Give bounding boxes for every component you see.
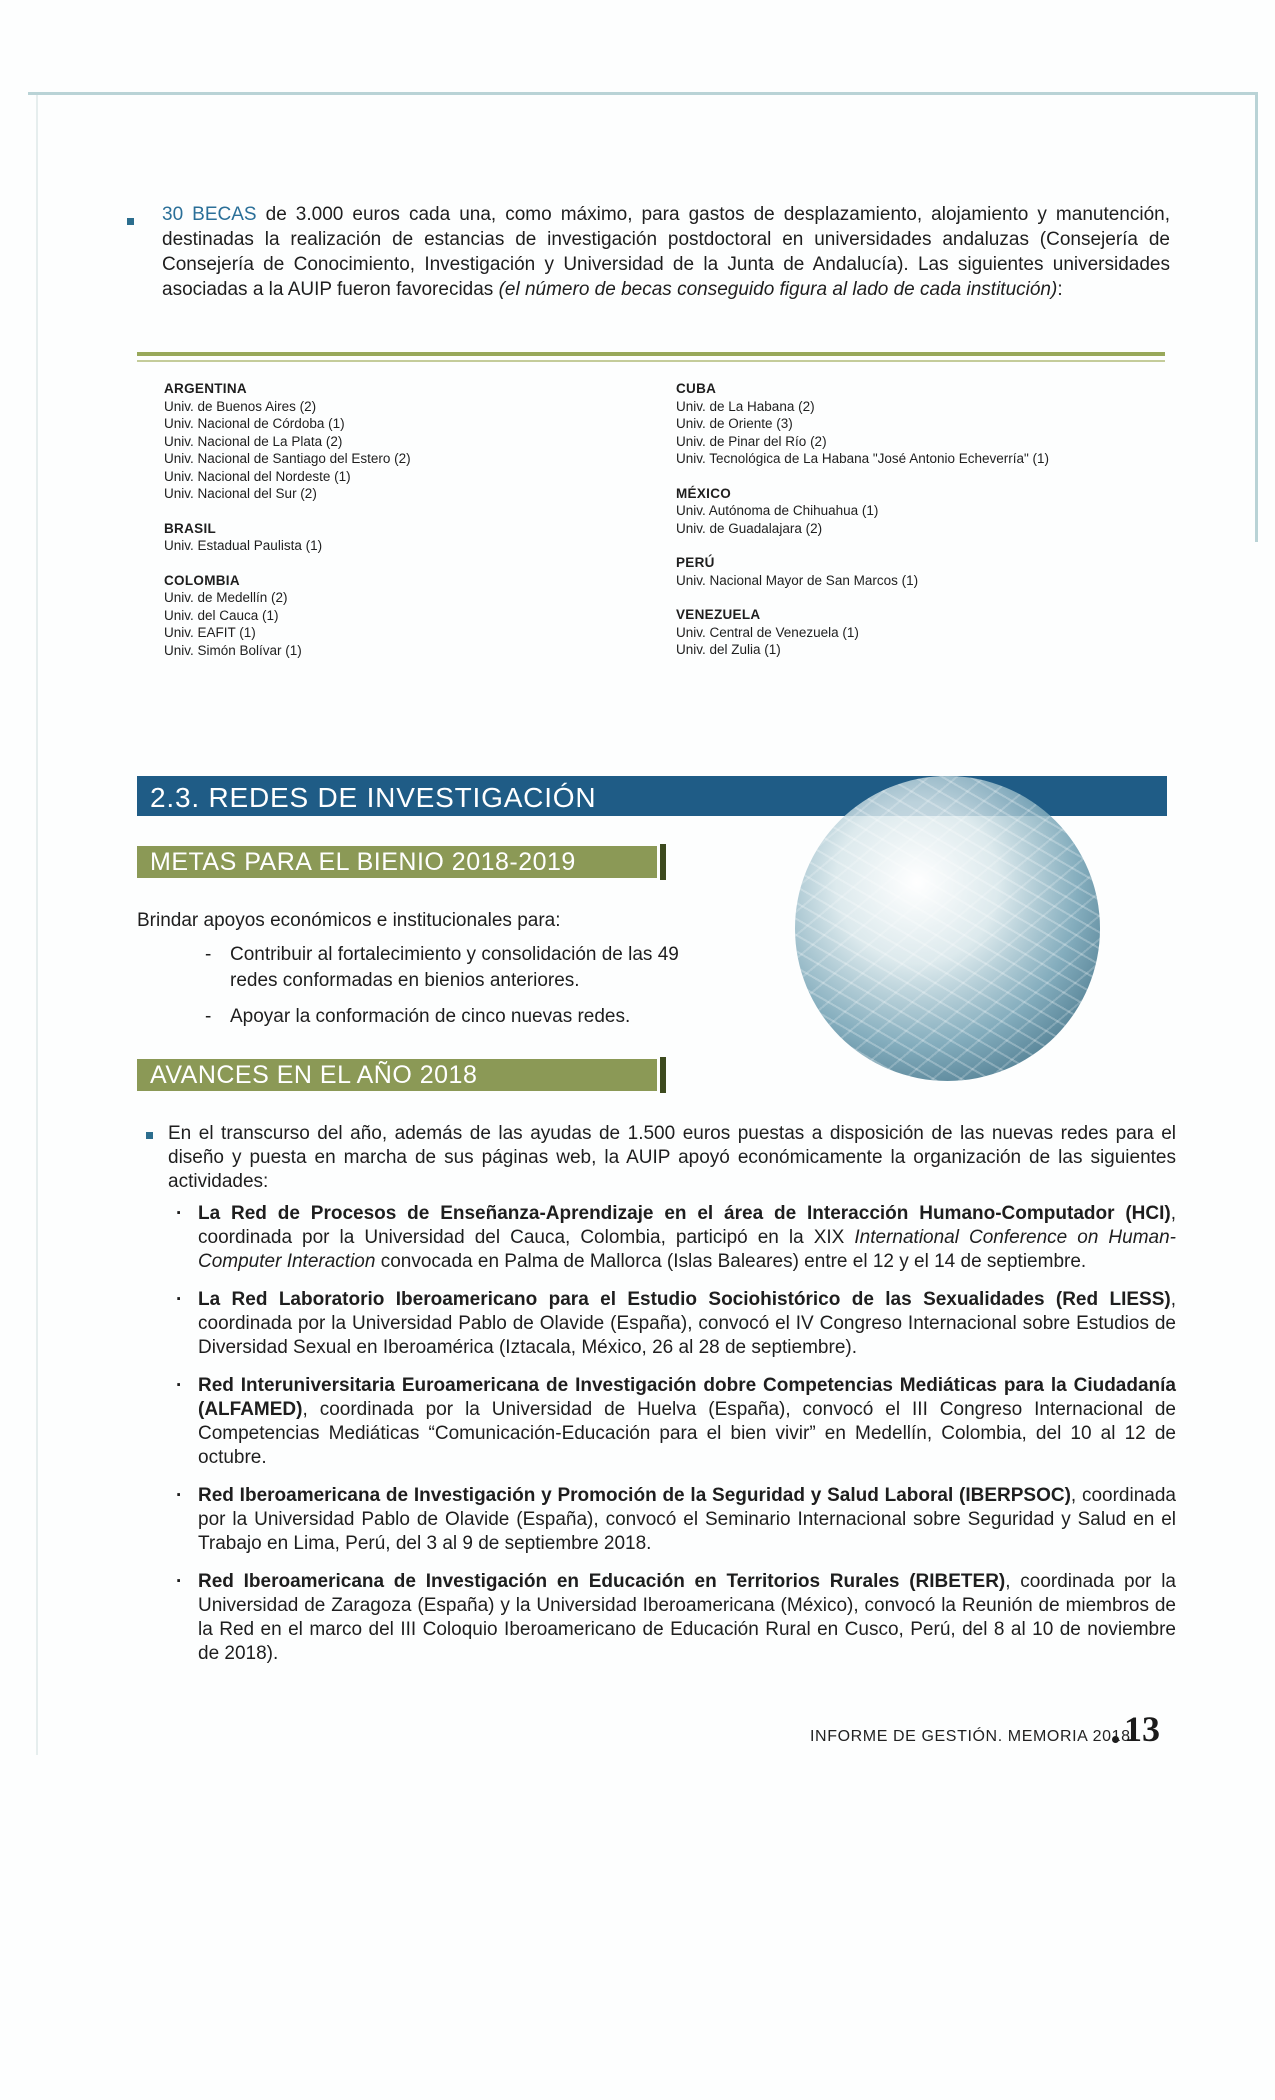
university-item: Univ. Simón Bolívar (1) — [164, 642, 302, 658]
bullet-square-icon — [146, 1132, 153, 1139]
bullet-dot-icon: · — [176, 1203, 183, 1224]
countries-column-right — [676, 380, 1196, 676]
avances-heading: AVANCES EN EL AÑO 2018 — [150, 1061, 478, 1089]
country-name: ARGENTINA — [164, 381, 247, 396]
bullet-square-icon — [127, 218, 134, 225]
country-name: COLOMBIA — [164, 572, 240, 588]
country-block — [676, 485, 1196, 538]
left-margin-line — [36, 95, 38, 1755]
activity-bold: Red Interuniversitaria Euroamericana de Investigación dobre Competencias Mediáticas para la Ciudadanía (ALFAMED) — [198, 1375, 1176, 1420]
country-name: PERÚ — [676, 555, 715, 570]
section-title: 2.3. REDES DE INVESTIGACIÓN — [150, 782, 597, 813]
country-name: MÉXICO — [676, 485, 732, 501]
university-item: Univ. Central de Venezuela (1) — [676, 624, 859, 640]
country-block — [164, 520, 644, 555]
country-block — [676, 380, 1196, 468]
university-item: Univ. Nacional Mayor de San Marcos (1) — [676, 572, 919, 588]
bullet-dot-icon: · — [176, 1485, 183, 1506]
bullet-dot-icon: · — [176, 1571, 183, 1592]
country-block — [164, 380, 644, 503]
becas-text: 30 BECAS de 3.000 euros cada una, como máximo, para gastos de desplazamiento, alojamiento y manutención, destinadas la realización de estancias de investigación postdoctoral en universidades andaluzas (Consejería de Consejería de Conocimiento, Investigación y Universidad de la Junta de Andalucía). Las siguientes universidades asociadas a la AUIP fueron favorecidas (el número de becas conseguido figura al lado de cada institución): — [162, 204, 1170, 300]
avances-content — [146, 1122, 1176, 1680]
activity-bold: La Red Laboratorio Iberoamericano para el Estudio Sociohistórico de las Sexualidades (Red LIESS) — [198, 1289, 1171, 1310]
avances-heading-marker — [660, 1057, 666, 1093]
university-item: Univ. Nacional de Santiago del Estero (2) — [164, 451, 411, 466]
university-item: Univ. Nacional del Nordeste (1) — [164, 468, 351, 484]
metas-intro: Brindar apoyos económicos e institucionales para: — [137, 910, 561, 931]
university-item: Univ. del Zulia (1) — [676, 642, 781, 657]
metas-content — [137, 908, 697, 1030]
university-item: Univ. de Medellín (2) — [164, 590, 288, 605]
country-name: CUBA — [676, 381, 717, 396]
activity-item — [146, 1288, 1176, 1360]
countries-column-left — [164, 380, 644, 676]
becas-note: (el número de becas conseguido figura al lado de cada institución) — [498, 279, 1058, 300]
university-item: Univ. Tecnológica de La Habana "José Antonio Echeverría" (1) — [676, 451, 1050, 466]
activity-bold: Red Iberoamericana de Investigación y Promoción de la Seguridad y Salud Laboral (IBERPSOC) — [198, 1485, 1071, 1506]
university-item: Univ. Nacional de Córdoba (1) — [164, 416, 345, 431]
activity-item — [146, 1484, 1176, 1556]
top-border-line — [28, 92, 1258, 95]
universities-list — [0, 380, 1275, 680]
activity-bold: La Red de Procesos de Enseñanza-Aprendizaje en el área de Interacción Humano-Computador (HCI) — [198, 1203, 1171, 1224]
activity-post: convocada en Palma de Mallorca (Islas Baleares) entre el 12 y el 14 de septiembre. — [375, 1251, 1087, 1272]
university-item: Univ. EAFIT (1) — [164, 625, 256, 640]
university-item: Univ. Nacional del Sur (2) — [164, 486, 317, 501]
country-block — [676, 606, 1196, 659]
globe-network-pattern — [795, 776, 1100, 1081]
avances-list — [146, 1202, 1176, 1666]
activity-pre: , coordinada por la Universidad Pablo de Olavide (España), convocó el Seminario Internacional sobre Seguridad y Salud en el Trabajo en Lima, Perú, del 3 al 9 de septiembre 2018. — [198, 1485, 1176, 1554]
activity-pre: , coordinada por la Universidad de Zaragoza (España) y la Universidad Iberoamericana (México), convocó la Reunión de miembros de la Red en el marco del III Coloquio Iberoamericano de Educación Rural en Cusco, Perú, del 8 al 10 de noviembre de 2018). — [198, 1571, 1176, 1664]
activity-item — [146, 1374, 1176, 1470]
becas-lead: 30 BECAS — [162, 204, 257, 225]
activity-pre: , coordinada por la Universidad de Huelva (España), convocó el III Congreso Internacional de Competencias Mediáticas “Comunicación-Educación para el bien vivir” en Medellín, Colombia, del 10 al 12 de octubre. — [198, 1399, 1176, 1468]
metas-item: - Apoyar la conformación de cinco nuevas redes. — [205, 1006, 631, 1027]
activity-item — [146, 1202, 1176, 1274]
university-item: Univ. Nacional de La Plata (2) — [164, 433, 343, 449]
country-block — [164, 572, 644, 660]
becas-paragraph — [130, 202, 1170, 302]
page-number: 13 — [1124, 1709, 1160, 1749]
becas-body: de 3.000 euros cada una, como máximo, para gastos de desplazamiento, alojamiento y manutención, destinadas la realización de estancias de investigación postdoctoral en universidades andaluzas (Consejería de Consejería de Conocimiento, Investigación y Universidad de la Junta de Andalucía). Las siguientes universidades asociadas a la AUIP fueron favorecidas — [162, 204, 1170, 300]
activity-italic: International Conference on Human-Computer Interaction — [198, 1227, 1176, 1272]
footer-text: INFORME DE GESTIÓN. MEMORIA 2018 — [810, 1728, 1131, 1745]
university-item: Univ. Estadual Paulista (1) — [164, 538, 323, 553]
country-name: VENEZUELA — [676, 607, 761, 622]
country-name: BRASIL — [164, 520, 217, 536]
university-item: Univ. de Buenos Aires (2) — [164, 398, 317, 414]
university-item: Univ. del Cauca (1) — [164, 607, 279, 623]
bullet-dot-icon: · — [176, 1375, 183, 1396]
activity-bold: Red Iberoamericana de Investigación en Educación en Territorios Rurales (RIBETER) — [198, 1571, 1006, 1592]
university-item: Univ. Autónoma de Chihuahua (1) — [676, 503, 879, 518]
university-item: Univ. de La Habana (2) — [676, 398, 815, 414]
university-item: Univ. de Guadalajara (2) — [676, 520, 823, 536]
metas-heading: METAS PARA EL BIENIO 2018-2019 — [150, 848, 576, 876]
divider-rule — [137, 352, 1165, 356]
activity-pre: , coordinada por la Universidad Pablo de Olavide (España), convocó el IV Congreso Internacional sobre Estudios de Diversidad Sexual en Iberoamérica (Iztacala, México, 26 al 28 de septiembre). — [198, 1289, 1176, 1358]
university-item: Univ. de Pinar del Río (2) — [676, 433, 827, 449]
metas-item: - Contribuir al fortalecimiento y consolidación de las 49 redes conformadas en bienios anteriores. — [205, 944, 679, 991]
activity-item — [146, 1570, 1176, 1666]
bullet-dot-icon: · — [176, 1289, 183, 1310]
avances-intro: En el transcurso del año, además de las ayudas de 1.500 euros puestas a disposición de las nuevas redes para el diseño y puesta en marcha de sus páginas web, la AUIP apoyó económicamente la organización de las siguientes actividades: — [146, 1122, 1176, 1194]
country-block — [676, 554, 1196, 589]
activity-pre: , coordinada por la Universidad del Cauca, Colombia, participó en la XIX — [198, 1203, 1176, 1248]
divider-rule-thin — [137, 360, 1165, 362]
university-item: Univ. de Oriente (3) — [676, 416, 793, 431]
metas-heading-marker — [660, 844, 666, 880]
